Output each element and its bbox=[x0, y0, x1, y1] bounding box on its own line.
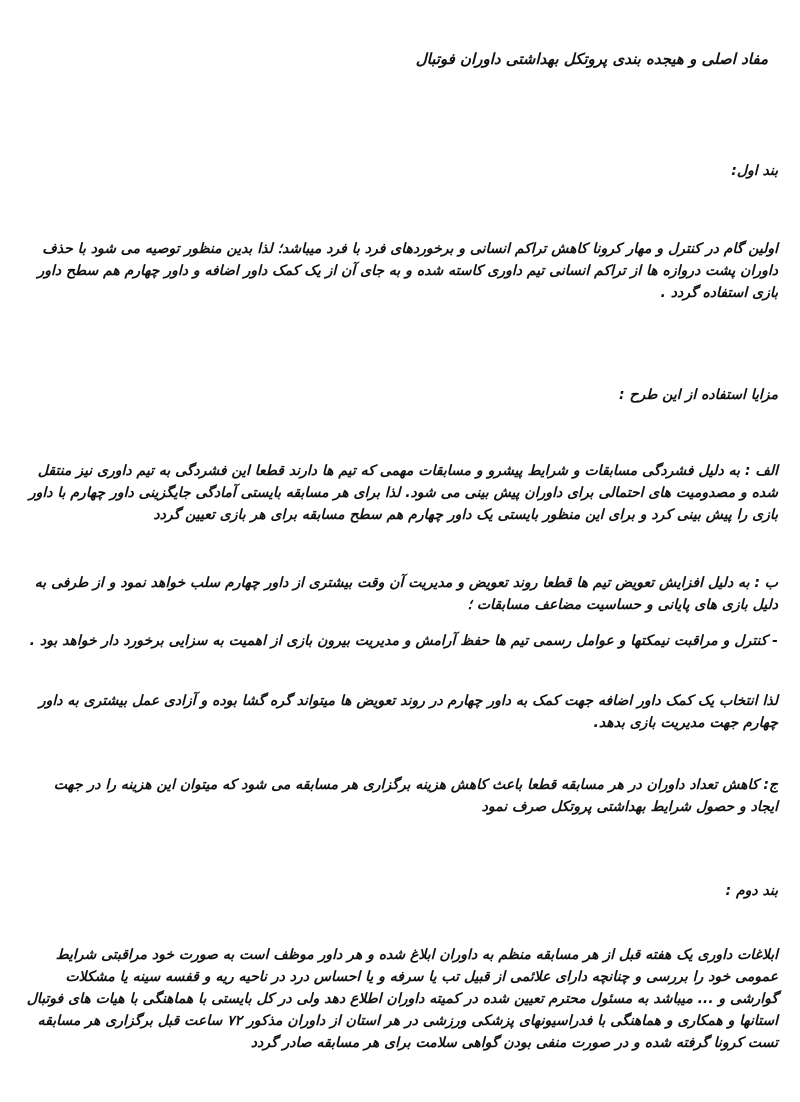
document-title: مفاد اصلی و هیجده بندی پروتکل بهداشتی داوران فوتبال bbox=[415, 50, 768, 68]
benefits-heading: مزایا استفاده از این طرح : bbox=[618, 387, 778, 403]
section2-heading: بند دوم : bbox=[725, 883, 778, 899]
benefit-item-a: الف : به دلیل فشردگی مسابقات و شرایط پیشرو و مسابقات مهمی که تیم ها دارند قطعا این فشردگی به تیم داوری نیز منتقل شده و مصدومیت های احتمالی برای داوران پیش بینی می شود. لذا برای هر مسابقه بایستی آمادگی جایگزینی داور چهارم با داور بازی را پیش بینی کرد و برای این منظور بایستی یک داور چهارم هم سطح مسابقه برای هر بازی تعیین گردد bbox=[28, 463, 778, 523]
benefit-item-b-conclusion: لذا انتخاب یک کمک داور اضافه جهت کمک به داور چهارم در روند تعویض ها میتواند گره گشا بوده و آزادی عمل بیشتری به داور چهارم جهت مدیریت بازی بدهد. bbox=[38, 693, 778, 731]
section2-paragraph: ابلاغات داوری یک هفته قبل از هر مسابقه منظم به داوران ابلاغ شده و هر داور موظف است به صورت خود مراقبتی شرایط عمومی خود را بررسی و چنانچه دارای علائمی از قبیل تب یا سرفه و یا احساس درد در ناحیه ریه و قفسه سینه یا مشکلات گوارشی و ... میباشد به مسئول محترم تعیین شده در کمیته داوران اطلاع دهد ولی در کل بایستی با هماهنگی با هیات های فوتبال استانها و همکاری و هماهنگی با فدراسیونهای پزشکی ورزشی در هر استان از داوران مذکور ۷۲ ساعت قبل برگزاری هر مسابقه تست کرونا گرفته شده و در صورت منفی بودن گواهی سلامت برای هر مسابقه صادر گردد bbox=[26, 947, 778, 1051]
section1-paragraph: اولین گام در کنترل و مهار کرونا کاهش تراکم انسانی و برخوردهای فرد با فرد میباشد؛ لذا بدین منظور توصیه می شود با حذف داوران پشت دروازه ها از تراکم انسانی تیم داوری کاسته شده و به جای آن از یک کمک داور اضافه و داور چهارم هم سطح داور بازی استفاده گردد . bbox=[37, 241, 778, 301]
benefit-item-b: ب : به دلیل افزایش تعویض تیم ها قطعا روند تعویض و مدیریت آن وقت بیشتری از داور چهارم سلب خواهد نمود و از طرفی به دلیل بازی های پایانی و حساسیت مضاعف مسابقات ؛ bbox=[34, 575, 778, 613]
benefit-item-c: ج: کاهش تعداد داوران در هر مسابقه قطعا باعث کاهش هزینه برگزاری هر مسابقه می شود که میتوان این هزینه را در جهت ایجاد و حصول شرایط بهداشتی پروتکل صرف نمود bbox=[53, 777, 778, 815]
benefit-item-b-note: - کنترل و مراقبت نیمکتها و عوامل رسمی تیم ها حفظ آرامش و مدیریت بیرون بازی از اهمیت به سزایی برخورد دار خواهد بود . bbox=[29, 633, 778, 649]
section1-heading: بند اول: bbox=[731, 163, 778, 179]
